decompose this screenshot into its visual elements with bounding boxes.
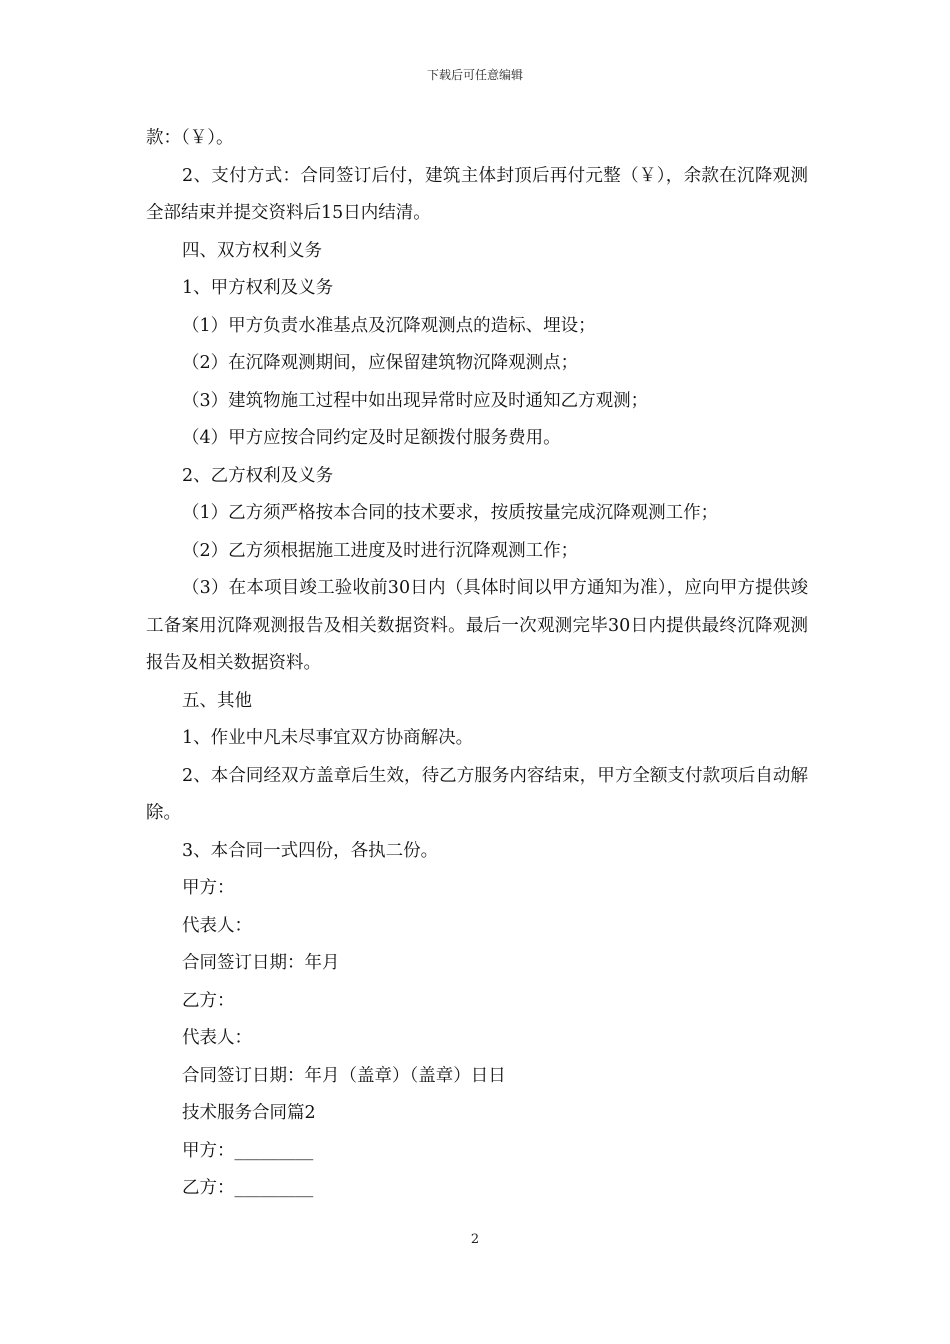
other-item-3: 3、本合同一式四份，各执二份。 <box>182 840 439 861</box>
list-item-party-a-4: （4）甲方应按合同约定及时足额拨付服务费用。 <box>182 428 561 448</box>
section-heading-rights-obligations: 四、双方权利义务 <box>182 240 322 261</box>
subheading-party-b-rights: 2、乙方权利及义务 <box>182 465 334 486</box>
paragraph-payment-method: 2、支付方式：合同签订后付，建筑主体封顶后再付元整（￥），余款在沉降观测全部结束并提交资料后15日内结清。 <box>146 165 808 223</box>
signature-party-a-date: 合同签订日期：年月 <box>182 953 340 973</box>
list-item-party-b-2: （2）乙方须根据施工进度及时进行沉降观测工作； <box>182 540 579 561</box>
other-item-1: 1、作业中凡未尽事宜双方协商解决。 <box>182 728 474 748</box>
list-item-party-a-1: （1）甲方负责水准基点及沉降观测点的造标、埋设； <box>182 315 596 336</box>
list-item-party-a-2: （2）在沉降观测期间，应保留建筑物沉降观测点； <box>182 353 579 373</box>
signature-party-b-representative: 代表人： <box>182 1028 252 1048</box>
document-body <box>146 120 808 1208</box>
signature-dates-seals: 合同签订日期：年月（盖章）（盖章）日日 <box>182 1065 506 1086</box>
contract-2-title: 技术服务合同篇2 <box>182 1103 316 1123</box>
subheading-party-a-rights: 1、甲方权利及义务 <box>182 278 334 298</box>
signature-party-a: 甲方： <box>182 878 235 898</box>
list-item-party-a-3: （3）建筑物施工过程中如出现异常时应及时通知乙方观测； <box>182 390 649 411</box>
list-item-party-b-3: （3）在本项目竣工验收前30日内（具体时间以甲方通知为准），应向甲方提供竣工备案用沉降观测报告及相关数据资料。最后一次观测完毕30日内提供最终沉降观测报告及相关数据资料。 <box>146 578 808 673</box>
page-header: 下载后可任意编辑 <box>426 68 523 82</box>
contract-2-party-a: 甲方：_________ <box>182 1140 314 1161</box>
page-number: 2 <box>470 1232 480 1247</box>
signature-party-b: 乙方： <box>182 990 235 1011</box>
section-heading-other: 五、其他 <box>182 690 252 711</box>
other-item-2: 2、本合同经双方盖章后生效，待乙方服务内容结束，甲方全额支付款项后自动解除。 <box>146 765 808 823</box>
signature-party-a-representative: 代表人： <box>182 915 252 936</box>
list-item-party-b-1: （1）乙方须严格按本合同的技术要求，按质按量完成沉降观测工作； <box>182 503 719 523</box>
paragraph-payment-amount: 款：（￥）。 <box>146 128 234 148</box>
contract-2-party-b: 乙方：_________ <box>182 1178 314 1198</box>
